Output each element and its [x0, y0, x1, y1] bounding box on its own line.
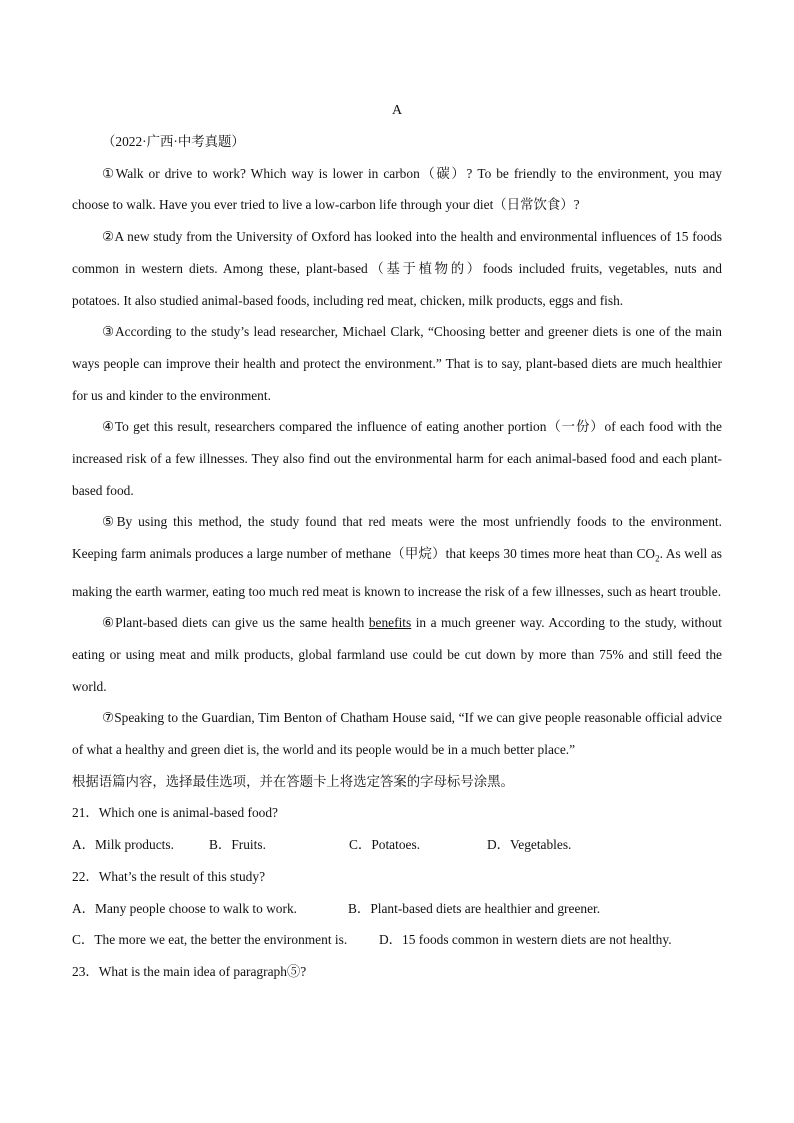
question-stem: 22．What’s the result of this study?: [72, 868, 266, 884]
subscript: 2: [655, 553, 660, 564]
paragraph-2: [72, 221, 722, 316]
option-b[interactable]: B．Fruits.: [209, 837, 266, 853]
paragraph-text: ③According to the study’s lead researcher, Michael Clark, “Choosing better and greener diets is one of the main ways people can improve their health and protect the environment.” That is to say, plant-based diets are much healthier for us and kinder to the environment.: [72, 324, 722, 403]
paragraph-1: [72, 158, 722, 221]
option-d[interactable]: D．15 foods common in western diets are not healthy.: [379, 932, 672, 948]
passage-source: （2022·广西·中考真题）: [102, 134, 245, 149]
paragraph-6: [72, 607, 722, 702]
option-c[interactable]: C．The more we eat, the better the environment is.: [72, 932, 348, 948]
paragraph-text: ④To get this result, researchers compared the influence of eating another portion（一份）of each food with the increased risk of a few illnesses. They also find out the environmental harm for each animal-based food and each plant-based food.: [72, 419, 722, 498]
option-c[interactable]: C．Potatoes.: [349, 837, 421, 853]
paragraph-text: ⑥Plant-based diets can give us the same health: [102, 615, 369, 631]
option-d[interactable]: D．Vegetables.: [487, 837, 572, 853]
question-options: [72, 829, 722, 861]
passage-title: A: [391, 103, 403, 118]
paragraph-text: ⑤By using this method, the study found that red meats were the most unfriendly foods to the environment. Keeping farm animals produces a large number of methane（甲烷）that keeps 30 times more heat than CO: [72, 514, 722, 562]
question-options: [72, 924, 722, 956]
paragraph-4: [72, 411, 722, 506]
document-page: [72, 96, 722, 988]
option-a[interactable]: A．Milk products.: [72, 837, 174, 853]
paragraph-7: [72, 702, 722, 765]
option-a[interactable]: A．Many people choose to walk to work.: [72, 900, 297, 916]
underlined-word: benefits: [368, 615, 412, 631]
paragraph-text: in a much greener way. According to the study, without eating or using meat and milk products, global farmland use could be cut down by more than 75% and still feed the world.: [72, 615, 722, 694]
option-b[interactable]: B．Plant-based diets are healthier and greener.: [348, 900, 601, 916]
instruction: 根据语篇内容，选择最佳选项，并在答题卡上将选定答案的字母标号涂黑。: [72, 773, 514, 789]
question-stem: 23．What is the main idea of paragraph⑤?: [72, 963, 307, 979]
question-options: [72, 893, 722, 925]
paragraph-5: [72, 506, 722, 607]
paragraph-text: ②A new study from the University of Oxford has looked into the health and environmental influences of 15 foods common in western diets. Among these, plant-based（基于植物的）foods included fruits, vegetables, nuts and potatoes. It also studied animal-based foods, including red meat, chicken, milk products, eggs and fish.: [72, 229, 722, 308]
paragraph-3: [72, 316, 722, 411]
paragraph-text: ⑦Speaking to the Guardian, Tim Benton of Chatham House said, “If we can give people reasonable official advice of what a healthy and green diet is, the world and its people would be in a much better place.”: [72, 710, 722, 758]
paragraph-text: ①Walk or drive to work? Which way is lower in carbon（碳）? To be friendly to the environment, you may choose to walk. Have you ever tried to live a low-carbon life through your diet（日常饮食）?: [72, 165, 722, 213]
paragraph-text: . As well as making the earth warmer, eating too much red meat is known to increase the risk of a few illnesses, such as heart trouble.: [72, 546, 722, 599]
question-stem: 21．Which one is animal-based food?: [72, 805, 279, 821]
